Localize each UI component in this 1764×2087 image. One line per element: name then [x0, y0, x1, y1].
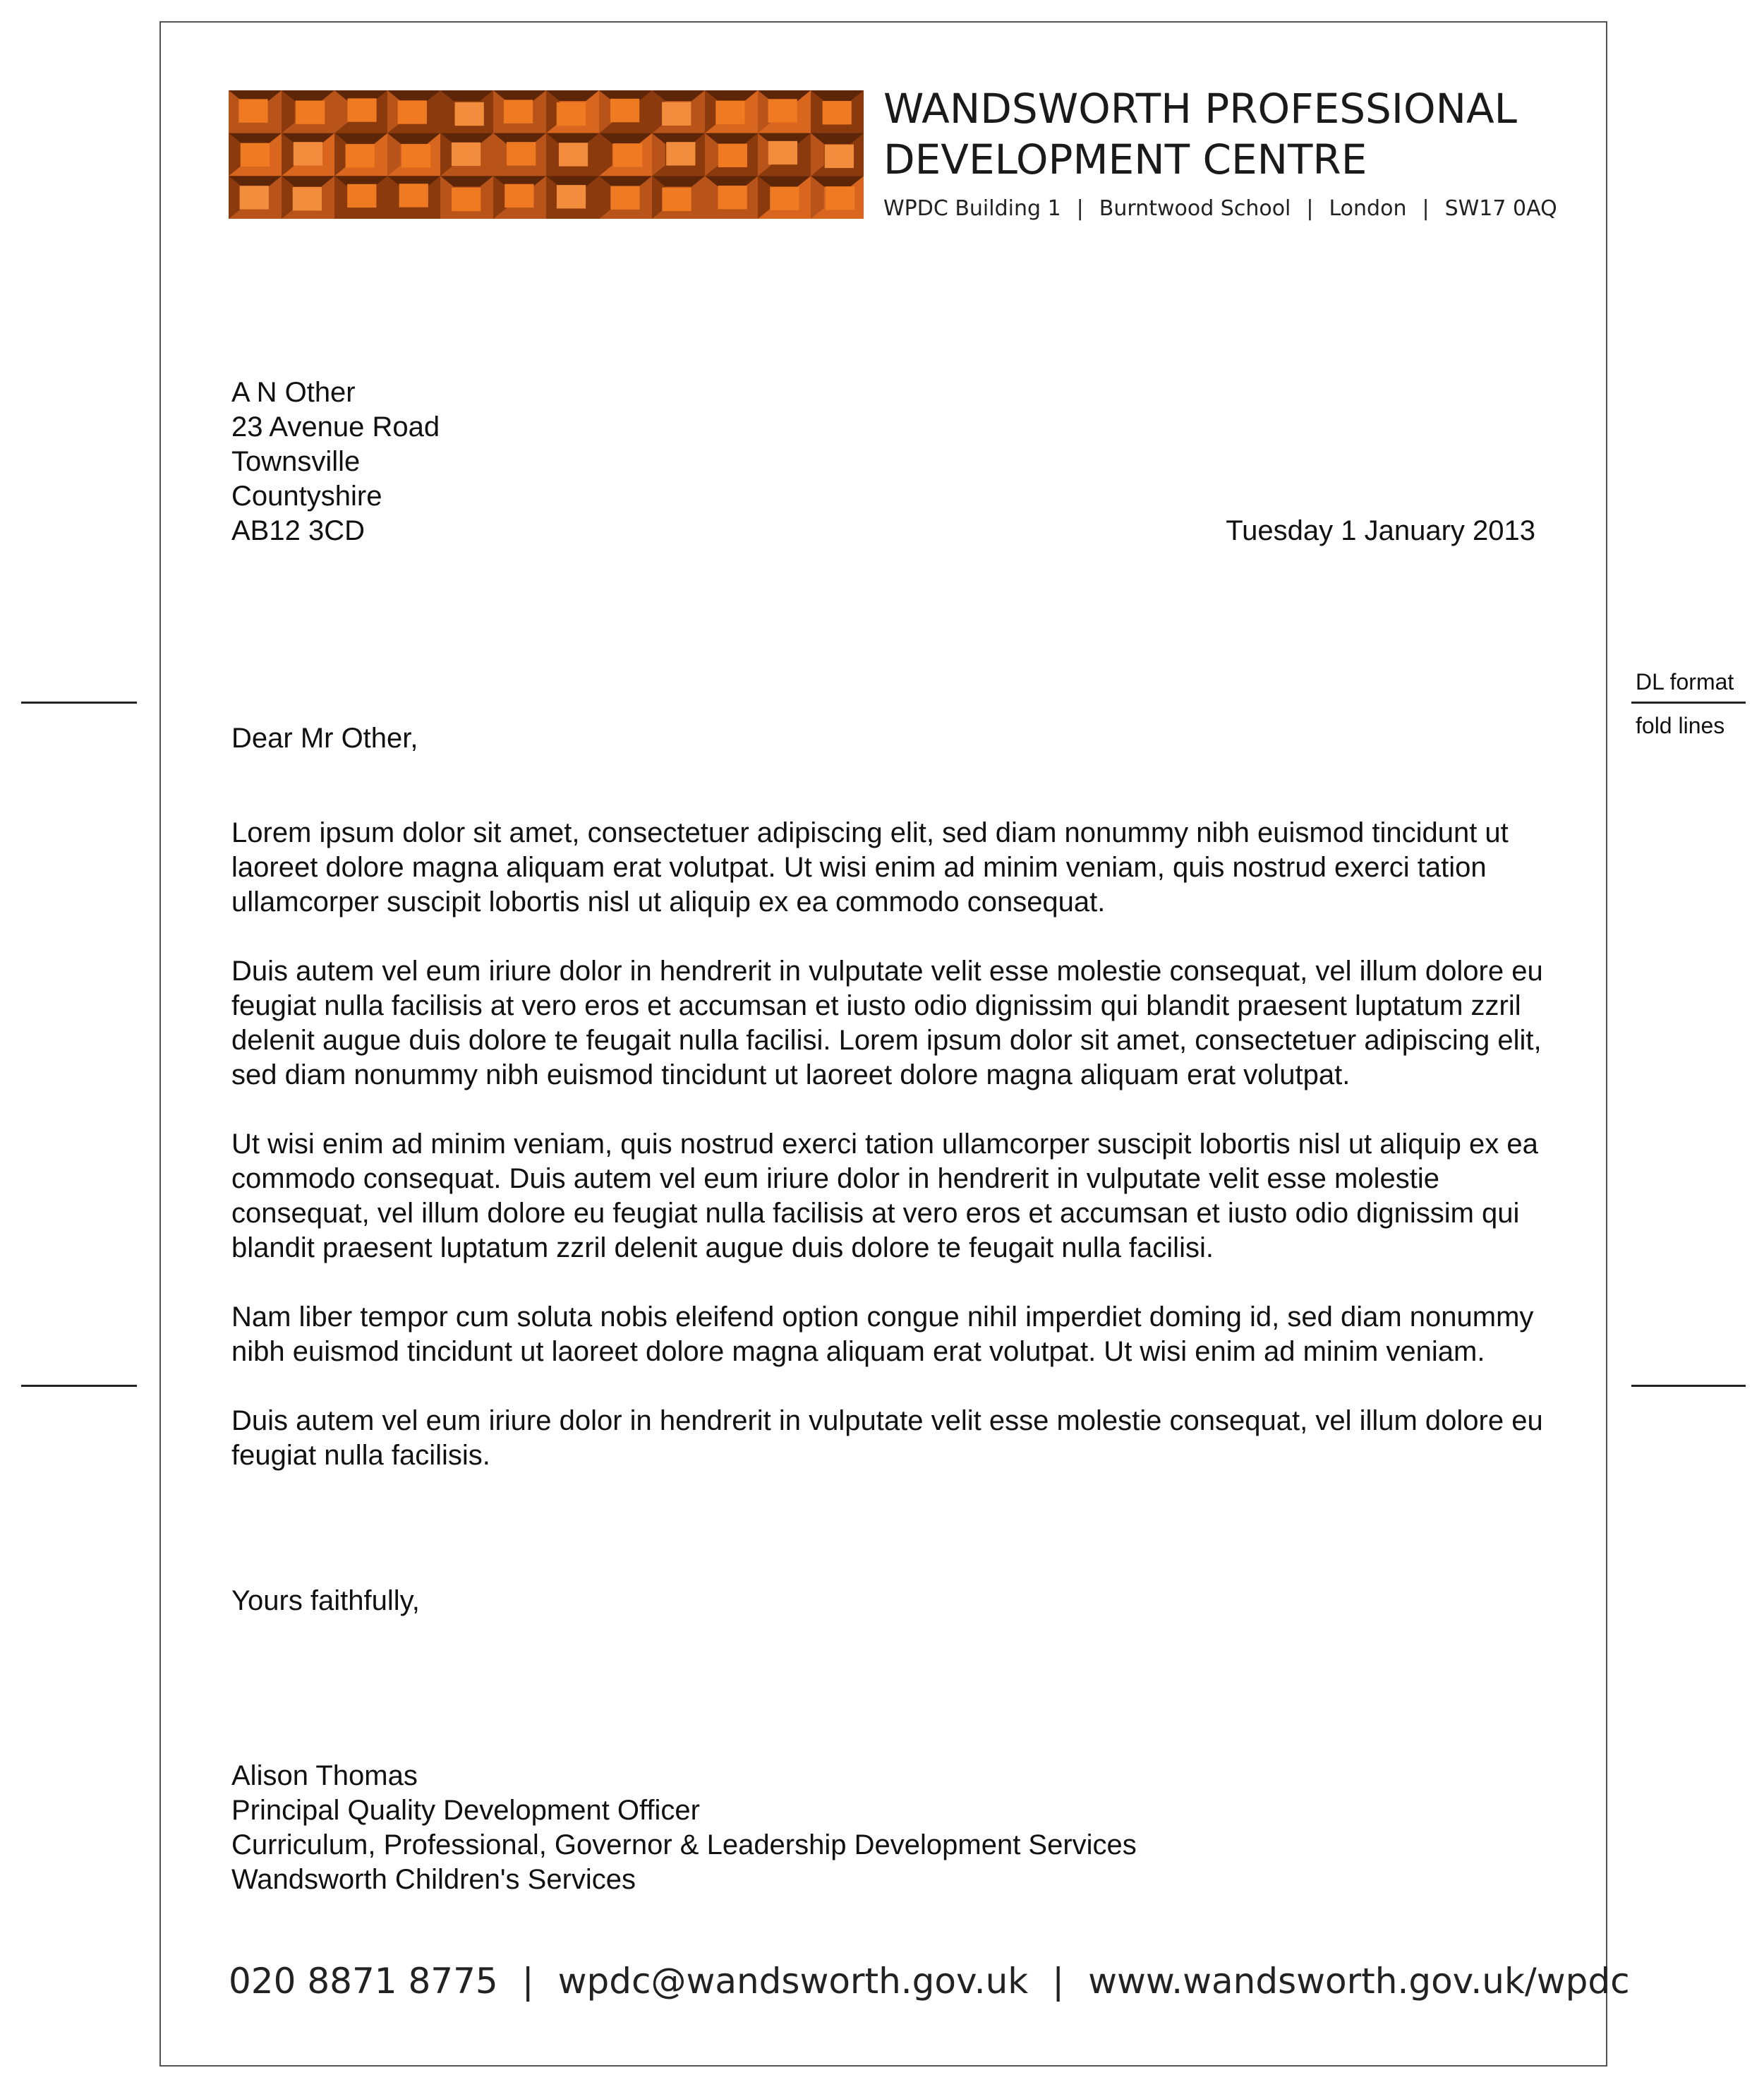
footer-separator: | — [521, 1961, 534, 2002]
logo-tile — [493, 176, 546, 219]
logo-tile — [334, 90, 387, 133]
logo-tile — [334, 176, 387, 219]
logo-tile — [599, 176, 652, 219]
body-paragraph: Duis autem vel eum iriure dolor in hendrerit in vulputate velit esse molestie consequat, vel illum dolore eu feugiat nulla facilisis. — [231, 1405, 1543, 1471]
logo-tile — [229, 176, 282, 219]
organisation-name-line1: WANDSWORTH PROFESSIONAL — [883, 85, 1517, 133]
footer-website[interactable]: www.wandsworth.gov.uk/wpdc — [1088, 1961, 1630, 2002]
recipient-county: Countyshire — [231, 481, 382, 512]
logo-tile — [229, 133, 282, 176]
logo-tile — [387, 133, 440, 176]
body-paragraph: Nam liber tempor cum soluta nobis eleifend option congue nihil imperdiet doming id, sed diam nonummy nibh euismod tincidunt ut laoreet dolore magna aliquam erat volutpat. Ut wisi enim ad minim veniam. — [231, 1301, 1534, 1367]
address-separator: | — [1076, 196, 1084, 221]
signatory-organisation: Wandsworth Children's Services — [231, 1864, 636, 1895]
organisation-address — [883, 196, 1557, 221]
signature-block — [231, 1759, 1137, 1897]
logo-tile — [811, 90, 864, 133]
address-school: Burntwood School — [1099, 196, 1291, 221]
logo-tile — [282, 90, 334, 133]
fold-note-lines: fold lines — [1636, 713, 1725, 738]
logo-tile — [758, 176, 811, 219]
logo-tile — [440, 133, 493, 176]
letter-date: Tuesday 1 January 2013 — [1226, 515, 1535, 546]
logo-tile — [652, 133, 705, 176]
fold-note-format: DL format — [1636, 669, 1734, 694]
fold-mark-right-lower — [1631, 1385, 1746, 1387]
signatory-name: Alison Thomas — [231, 1760, 418, 1791]
logo-tile — [229, 90, 282, 133]
footer-phone: 020 8871 8775 — [229, 1961, 498, 2002]
logo-tile — [652, 90, 705, 133]
logo-tile — [546, 133, 599, 176]
logo-tile — [440, 90, 493, 133]
signatory-department: Curriculum, Professional, Governor & Leadership Development Services — [231, 1829, 1137, 1860]
logo-tile — [282, 176, 334, 219]
body-paragraph: Lorem ipsum dolor sit amet, consectetuer adipiscing elit, sed diam nonummy nibh euismod tincidunt ut laoreet dolore magna aliquam erat volutpat. Ut wisi enim ad minim veniam, quis nostrud exerci tation ullamcorper suscipit lobortis nisl ut aliquip ex ea commodo consequat. — [231, 817, 1509, 918]
fold-mark-left-lower — [21, 1385, 137, 1387]
logo-tile — [599, 90, 652, 133]
recipient-town: Townsville — [231, 446, 361, 477]
address-separator: | — [1306, 196, 1314, 221]
footer-email[interactable]: wpdc@wandsworth.gov.uk — [557, 1961, 1029, 2002]
logo-tile — [705, 133, 758, 176]
logo-tile — [440, 176, 493, 219]
logo-tile — [334, 133, 387, 176]
address-building: WPDC Building 1 — [883, 196, 1061, 221]
logo-tile — [387, 176, 440, 219]
footer-contact — [229, 1961, 1630, 2002]
address-city: London — [1329, 196, 1407, 221]
recipient-name: A N Other — [231, 377, 356, 408]
logo-tile — [493, 133, 546, 176]
recipient-address — [231, 375, 440, 548]
letter-body — [231, 816, 1544, 1508]
organisation-name-line2: DEVELOPMENT CENTRE — [883, 136, 1367, 184]
signatory-title: Principal Quality Development Officer — [231, 1795, 700, 1826]
organisation-name — [883, 83, 1589, 185]
body-paragraph: Ut wisi enim ad minim veniam, quis nostrud exerci tation ullamcorper suscipit lobortis nisl ut aliquip ex ea commodo consequat. Duis autem vel eum iriure dolor in hendrerit in vulputate velit esse molestie consequat, vel illum dolore eu feugiat nulla facilisis at vero eros et accumsan et iusto odio dignissim qui blandit praesent luptatum zzril delenit augue duis dolore te feugait nulla facilisi. — [231, 1129, 1538, 1263]
logo-tile — [652, 176, 705, 219]
logo-tile — [758, 90, 811, 133]
logo-tile — [546, 90, 599, 133]
fold-mark-right-upper — [1631, 702, 1746, 704]
recipient-postcode: AB12 3CD — [231, 515, 365, 546]
logo-tile — [811, 133, 864, 176]
body-paragraph: Duis autem vel eum iriure dolor in hendrerit in vulputate velit esse molestie consequat, vel illum dolore eu feugiat nulla facilisis at vero eros et accumsan et iusto odio dignissim qui blandit praesent luptatum zzril delenit augue duis dolore te feugait nulla facilisi. Lorem ipsum dolor sit amet, consectetuer adipiscing elit, sed diam nonummy nibh euismod tincidunt ut laoreet dolore magna aliquam erat volutpat. — [231, 956, 1543, 1090]
logo-tile — [493, 90, 546, 133]
salutation: Dear Mr Other, — [231, 723, 418, 754]
logo-tile — [387, 90, 440, 133]
logo-tile — [705, 90, 758, 133]
logo-tile — [758, 133, 811, 176]
fold-mark-left-upper — [21, 702, 137, 704]
logo-tile — [546, 176, 599, 219]
wpdc-logo-mosaic — [229, 90, 864, 219]
recipient-street: 23 Avenue Road — [231, 411, 440, 443]
logo-tile — [282, 133, 334, 176]
footer-separator: | — [1052, 1961, 1065, 2002]
address-postcode: SW17 0AQ — [1444, 196, 1557, 221]
closing: Yours faithfully, — [231, 1585, 420, 1616]
logo-tile — [599, 133, 652, 176]
address-separator: | — [1422, 196, 1430, 221]
logo-tile — [811, 176, 864, 219]
logo-tile — [705, 176, 758, 219]
